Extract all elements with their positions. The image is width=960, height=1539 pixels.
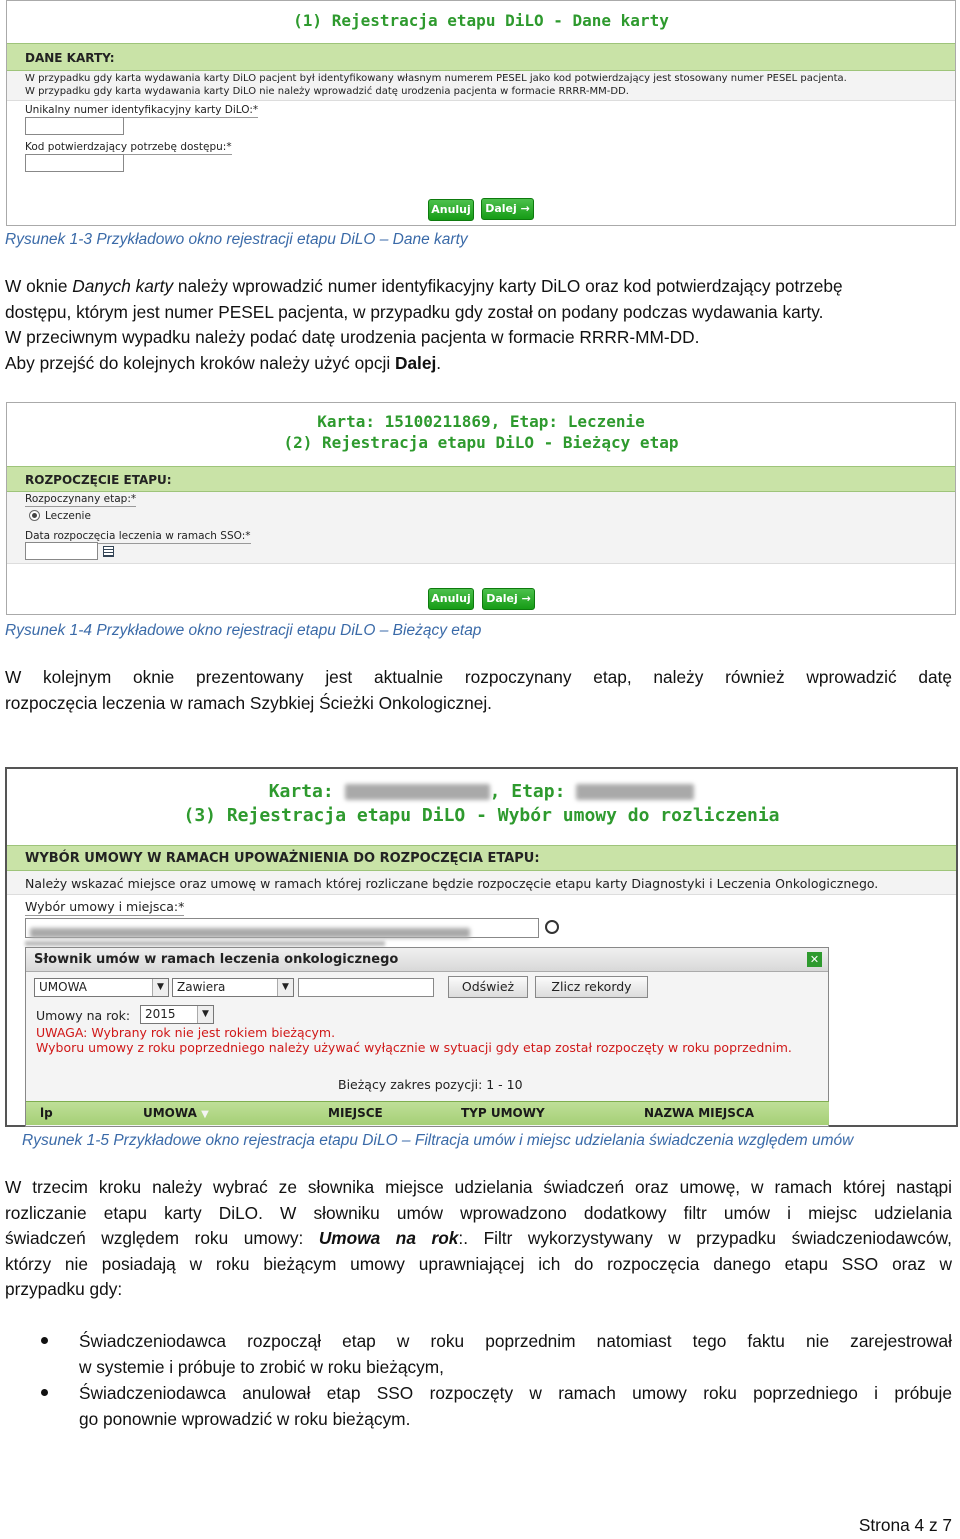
table-header — [26, 1101, 829, 1125]
p1-line: W przeciwnym wypadku należy podać datę urodzenia pacjenta w formacie RRRR-MM-DD. — [5, 327, 700, 347]
list-item-line: Świadczeniodawca rozpoczął etap w roku poprzednim natomiast tego faktu nie zarejestrował — [79, 1331, 952, 1351]
stage-radio[interactable] — [29, 510, 40, 521]
redacted-selection — [25, 941, 385, 946]
p1-line: dostępu, którym jest numer PESEL pacjenta, w przypadku gdy został on podany podczas wydawania karty. — [5, 301, 824, 322]
start-date-label: Data rozpoczęcia leczenia w ramach SSO:* — [25, 530, 251, 542]
info-box — [7, 871, 956, 895]
info-line: Należy wskazać miejsce oraz umowę w ramach której rozliczane będzie rozpoczęcie etapu karty Diagnostyki i Leczenia Onkologicznego. — [25, 876, 879, 891]
search-icon[interactable] — [545, 920, 559, 934]
paragraph-3 — [5, 1175, 952, 1303]
info-box — [7, 71, 955, 101]
year-value: 2015 — [145, 1007, 176, 1021]
panel-title-card — [7, 781, 956, 802]
cancel-button[interactable]: Anuluj — [428, 199, 474, 221]
refresh-button[interactable]: Odśwież — [448, 976, 528, 998]
section-header — [7, 43, 955, 71]
paragraph-1 — [5, 274, 955, 376]
year-select[interactable] — [140, 1005, 214, 1024]
stage-label: Rozpoczynany etap:* — [25, 493, 137, 505]
figure-caption-2: Rysunek 1-4 Przykładowe okno rejestracji etapu DiLO – Bieżący etap — [5, 622, 482, 639]
bullet-icon — [41, 1337, 48, 1344]
p1-text: Aby przejść do kolejnych kroków należy użyć opcji — [5, 352, 395, 373]
access-code-input[interactable] — [25, 154, 124, 172]
warning-line-2: Wyboru umowy z roku poprzedniego należy używać wyłącznie w sytuacji gdy etap został rozpoczęty w roku poprzednim. — [36, 1040, 792, 1055]
col-miejsce[interactable]: MIEJSCE — [328, 1106, 383, 1120]
section-header-label: WYBÓR UMOWY W RAMACH UPOWAŻNIENIA DO ROZPOCZĘCIA ETAPU: — [25, 851, 540, 866]
figure-caption-3: Rysunek 1-5 Przykładowe okno rejestracja etapu DiLO – Filtracja umów i miejsc udzielania świadczenia względem umów — [22, 1132, 854, 1149]
p2-line: rozpoczęcia leczenia w ramach Szybkiej Ścieżki Onkologicznej. — [5, 692, 492, 713]
col-typ-umowy[interactable]: TYP UMOWY — [461, 1106, 545, 1120]
sort-desc-icon: ▼ — [201, 1109, 209, 1120]
card-number-label: Unikalny numer identyfikacyjny karty DiLO:* — [25, 104, 259, 116]
p3-line: którzy nie posiadają w roku bieżącym umowy uprawniającej ich do rozpoczęcia danego etapu SSO oraz w — [5, 1253, 952, 1274]
figure-caption-1: Rysunek 1-3 Przykładowo okno rejestracji etapu DiLO – Dane karty — [5, 231, 468, 248]
panel-title: (2) Rejestracja etapu DiLO - Bieżący etap — [283, 433, 679, 452]
cancel-button[interactable]: Anuluj — [428, 588, 474, 610]
p1-text: należy wprowadzić numer identyfikacyjny karty DiLO oraz kod potwierdzający potrzebę — [173, 276, 843, 296]
p3-text: :. Filtr wykorzystywany w przypadku świadczeniodawców, — [458, 1228, 952, 1248]
filter-value-input[interactable] — [298, 978, 434, 997]
contract-dictionary-dialog — [25, 947, 829, 1127]
p1-text: W oknie — [5, 276, 73, 296]
form-box — [7, 492, 955, 564]
col-umowa[interactable] — [143, 1102, 209, 1125]
etap-label: , Etap: — [489, 781, 566, 802]
p1-text: . — [436, 352, 442, 373]
bullet-icon — [41, 1389, 48, 1396]
chevron-down-icon: ▼ — [197, 1006, 213, 1023]
access-code-label: Kod potwierdzający potrzebę dostępu:* — [25, 141, 232, 153]
list-item — [79, 1329, 952, 1380]
chevron-down-icon: ▼ — [152, 979, 168, 996]
section-header — [7, 845, 956, 871]
page-number: Strona 4 z 7 — [858, 1515, 952, 1535]
list-item-line: go ponownie wprowadzić w roku bieżącym. — [79, 1408, 411, 1429]
p3-emph: Umowa na rok — [318, 1228, 459, 1248]
p1-bold: Dalej — [394, 352, 437, 373]
panel-title: (1) Rejestracja etapu DiLO - Dane karty — [293, 11, 669, 30]
section-header-label: ROZPOCZĘCIE ETAPU: — [25, 473, 172, 487]
calendar-icon[interactable] — [103, 546, 114, 557]
p1-emph: Danych karty — [72, 276, 174, 296]
p3-line: rozliczanie etapu karty DiLO. W słowniku umów wprowadzono dodatkowy filtr umów i miejsc udzielania — [5, 1202, 952, 1223]
next-button[interactable]: Dalej → — [481, 198, 534, 220]
list-item-line: Świadczeniodawca anulował etap SSO rozpoczęty w ramach umowy roku poprzedniego i próbuje — [79, 1383, 952, 1403]
p3-line: W trzecim kroku należy wybrać ze słownika miejsce udzielania świadczeń oraz umowę, w ramach której nastąpi — [5, 1177, 952, 1197]
col-lp[interactable]: lp — [40, 1106, 53, 1120]
dialog-title: Słownik umów w ramach leczenia onkologicznego — [34, 952, 399, 967]
contract-field-label: Wybór umowy i miejsca:* — [25, 899, 185, 914]
panel-title: (3) Rejestracja etapu DiLO - Wybór umowy do rozliczenia — [183, 805, 780, 826]
section-header-label: DANE KARTY: — [25, 51, 115, 65]
p2-line: W kolejnym oknie prezentowany jest aktualnie rozpoczynany etap, należy również wprowadzić datę — [5, 667, 952, 687]
chevron-down-icon: ▼ — [277, 979, 293, 996]
info-line-2: W przypadku gdy karta wydawania karty DiLO nie należy wprowadzić datę urodzenia pacjenta w formacie RRRR-MM-DD. — [25, 86, 629, 97]
p3-line: przypadku gdy: — [5, 1279, 123, 1299]
filter-field-value: UMOWA — [39, 980, 87, 994]
list-item-line: w systemie i próbuje to zrobić w roku bieżącym, — [79, 1356, 444, 1377]
count-records-button[interactable]: Zlicz rekordy — [535, 976, 648, 998]
redacted-card-number — [345, 784, 490, 800]
col-umowa-label: UMOWA — [143, 1106, 197, 1120]
filter-operator-value: Zawiera — [177, 980, 226, 994]
year-label: Umowy na rok: — [36, 1008, 131, 1023]
panel-biezacy-etap — [6, 402, 956, 615]
start-date-input[interactable] — [25, 542, 98, 560]
dialog-titlebar — [26, 948, 828, 972]
info-line-1: W przypadku gdy karta wydawania karty DiLO pacjent był identyfikowany własnym numerem PESEL jako kod potwierdzający jest stosowany numer PESEL pacjenta. — [25, 73, 847, 84]
redacted-stage — [576, 784, 694, 800]
filter-field-select[interactable] — [34, 978, 169, 997]
redacted-contract — [30, 928, 470, 938]
card-number-input[interactable] — [25, 117, 124, 135]
paragraph-2 — [5, 665, 952, 716]
panel-dane-karty — [6, 0, 956, 226]
panel-wybor-umowy — [5, 767, 958, 1127]
section-header — [7, 466, 955, 492]
karta-label: Karta: — [268, 781, 334, 802]
filter-operator-select[interactable] — [172, 978, 294, 997]
col-nazwa-miejsca[interactable]: NAZWA MIEJSCA — [644, 1106, 754, 1120]
p3-text: świadczeń względem roku umowy: — [5, 1228, 319, 1248]
contract-input[interactable] — [25, 918, 539, 938]
range-info: Bieżący zakres pozycji: 1 - 10 — [338, 1077, 523, 1092]
close-icon[interactable]: ✕ — [807, 952, 822, 967]
panel-title-card: Karta: 15100211869, Etap: Leczenie — [317, 412, 645, 431]
warning-line-1: UWAGA: Wybrany rok nie jest rokiem bieżącym. — [36, 1025, 336, 1040]
list-item — [79, 1381, 952, 1432]
next-button[interactable]: Dalej → — [482, 588, 535, 610]
stage-radio-label: Leczenie — [45, 510, 91, 522]
